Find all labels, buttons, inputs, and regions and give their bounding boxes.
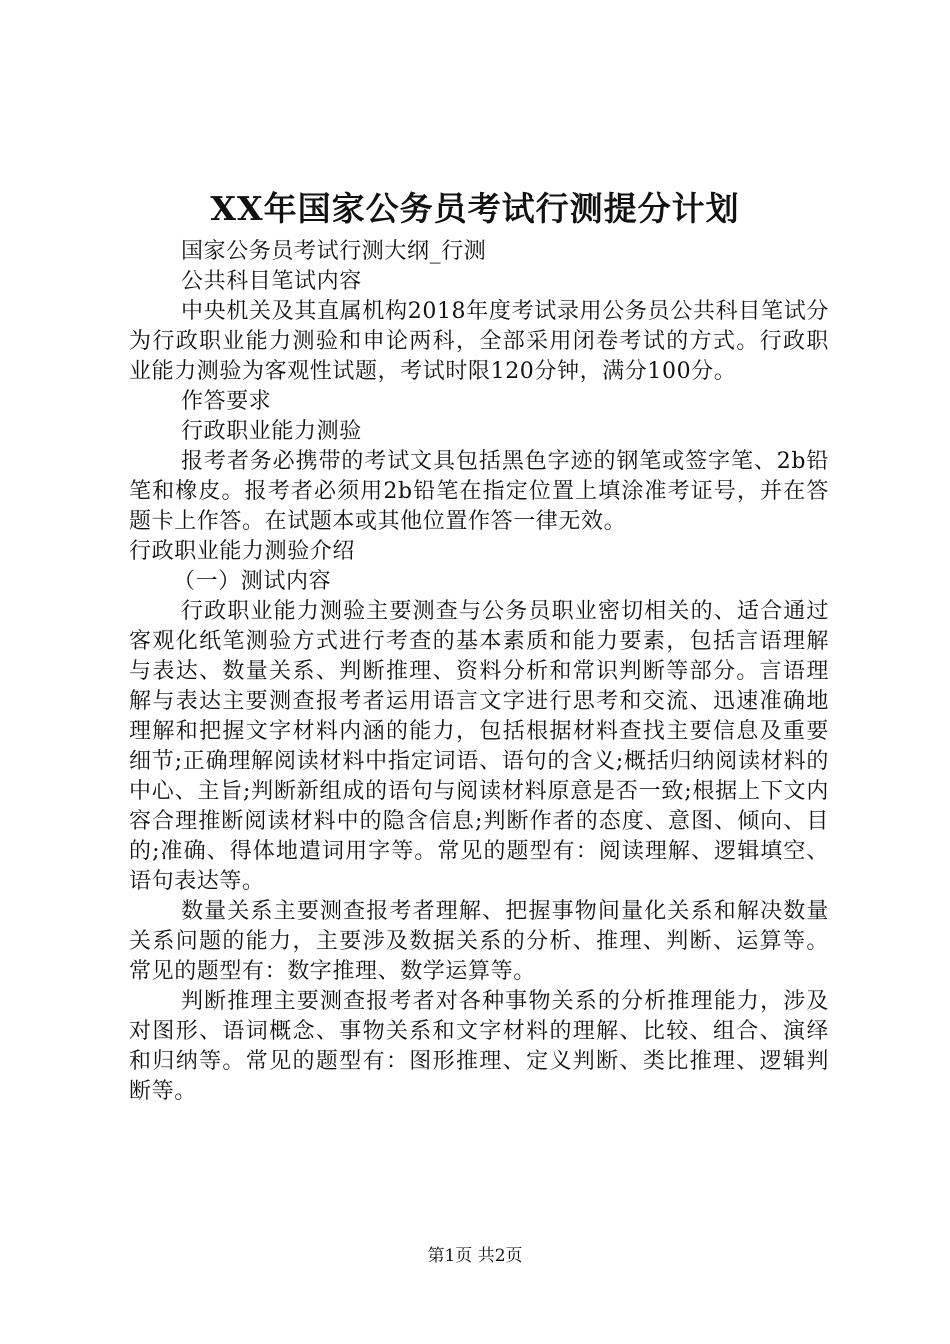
document-title: XX年国家公务员考试行测提分计划 (210, 189, 740, 228)
page-footer: 第1页 共2页 (427, 1246, 523, 1266)
paragraph: （一）测试内容 (173, 569, 332, 594)
paragraph: 行政职业能力测验主要测查与公务员职业密切相关的、适合通过客观化纸笔测验方式进行考查的基本素质和能力要素，包括言语理解与表达、数量关系、判断推理、资料分析和常识判断等部分。言语理解与表达主要测查报考者运用语言文字进行思考和交流、迅速准确地理解和把握文字材料内涵的能力，包括根据材料查找主要信息及重要细节;正确理解阅读材料中指定词语、语句的含义;概括归纳阅读材料的中心、主旨;判断新组成的语句与阅读材料原意是否一致;根据上下文内容合理推断阅读材料中的隐含信息;判断作者的态度、意图、倾向、目的;准确、得体地遣词用字等。常见的题型有：阅读理解、逻辑填空、语句表达等。 (129, 599, 829, 894)
paragraph: 国家公务员考试行测大纲_行测 (181, 239, 487, 264)
paragraph: 行政职业能力测验 (181, 419, 362, 444)
paragraph: 数量关系主要测查报考者理解、把握事物间量化关系和解决数量关系问题的能力，主要涉及数据关系的分析、推理、判断、运算等。常见的题型有：数字推理、数学运算等。 (129, 899, 829, 984)
paragraph: 行政职业能力测验介绍 (129, 539, 356, 564)
document-body (129, 237, 829, 1107)
paragraph: 中央机关及其直属机构2018年度考试录用公务员公共科目笔试分为行政职业能力测验和申论两科，全部采用闭卷考试的方式。行政职业能力测验为客观性试题，考试时限120分钟，满分100分。 (129, 299, 829, 384)
paragraph: 判断推理主要测查报考者对各种事物关系的分析推理能力，涉及对图形、语词概念、事物关系和文字材料的理解、比较、组合、演绎和归纳等。常见的题型有：图形推理、定义判断、类比推理、逻辑判断等。 (129, 989, 829, 1104)
paragraph: 公共科目笔试内容 (181, 269, 362, 294)
paragraph: 作答要求 (181, 389, 272, 414)
paragraph: 报考者务必携带的考试文具包括黑色字迹的钢笔或签字笔、2b铅笔和橡皮。报考者必须用2b铅笔在指定位置上填涂准考证号，并在答题卡上作答。在试题本或其他位置作答一律无效。 (129, 449, 829, 534)
